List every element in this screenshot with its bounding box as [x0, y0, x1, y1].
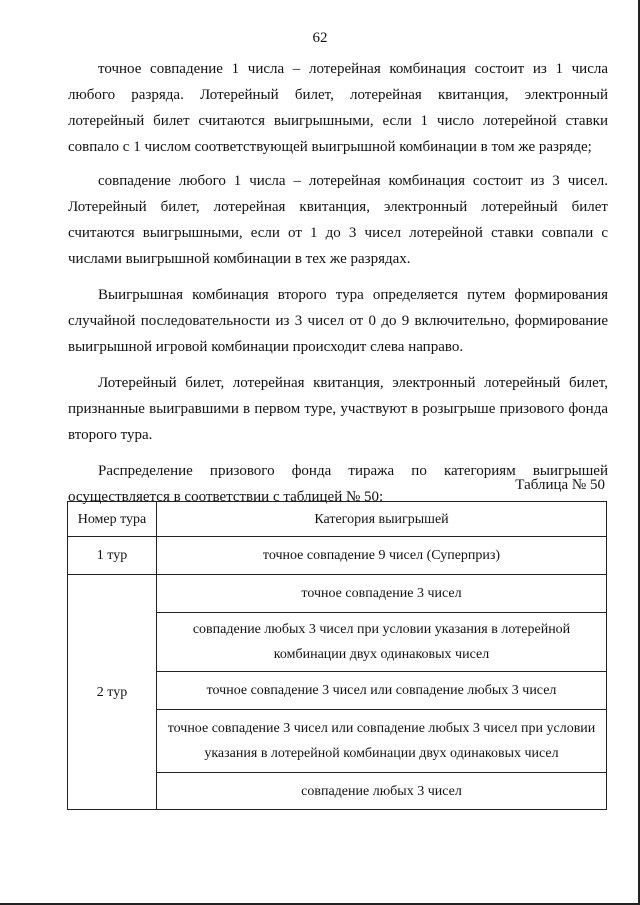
- tour-2-category-5: совпадение любых 3 чисел: [157, 773, 607, 810]
- tour-2-category-3: точное совпадение 3 чисел или совпадение любых 3 чисел: [157, 672, 607, 710]
- tour-1-category: точное совпадение 9 чисел (Суперприз): [157, 537, 607, 575]
- tour-2-category-2: совпадение любых 3 чисел при условии указания в лотерейной комбинации двух одинаковых чисел: [157, 613, 607, 672]
- prize-category-table: [67, 501, 607, 810]
- table-header-row: [68, 502, 607, 537]
- tour-2-category-4: точное совпадение 3 чисел или совпадение любых 3 чисел при условии указания в лотерейной комбинации двух одинаковых чисел: [157, 710, 607, 773]
- table-row: [68, 575, 607, 613]
- header-prize-category: Категория выигрышей: [157, 502, 607, 537]
- table-row: [68, 537, 607, 575]
- paragraph-any-match-1: совпадение любого 1 числа – лотерейная комбинация состоит из 3 чисел. Лотерейный билет, лотерейная квитанция, электронный лотерейный билет считаются выигрышными, если от 1 до 3 чисел лотерейной ставки совпали с числами выигрышной комбинации в тех же разрядах.: [68, 173, 608, 267]
- header-tour-number: Номер тура: [68, 502, 157, 537]
- table-caption: Таблица № 50: [515, 477, 605, 493]
- page-number: 62: [312, 30, 328, 46]
- paragraph-exact-match-1: точное совпадение 1 числа – лотерейная комбинация состоит из 1 числа любого разряда. Лотерейный билет, лотерейная квитанция, электронный лотерейный билет считаются выигрышными, если 1 число лотерейной ставки совпало с 1 числом соответствующей выигрышной комбинации в том же разряде;: [68, 61, 608, 155]
- paragraph-second-tour-participation: Лотерейный билет, лотерейная квитанция, электронный лотерейный билет, признанные выигравшими в первом туре, участвуют в розыгрыше призового фонда второго тура.: [68, 375, 608, 443]
- body-text: [68, 56, 608, 520]
- paragraph-second-tour-combination: Выигрышная комбинация второго тура определяется путем формирования случайной последовательности из 3 чисел от 0 до 9 включительно, формирование выигрышной игровой комбинации происходит слева направо.: [68, 287, 608, 355]
- tour-2-label: 2 тур: [68, 575, 157, 810]
- tour-2-category-1: точное совпадение 3 чисел: [157, 575, 607, 613]
- paragraph-prize-distribution: Распределение призового фонда тиража по категориям выигрышей осуществляется в соответствии с таблицей № 50:: [68, 463, 608, 505]
- tour-1-label: 1 тур: [68, 537, 157, 575]
